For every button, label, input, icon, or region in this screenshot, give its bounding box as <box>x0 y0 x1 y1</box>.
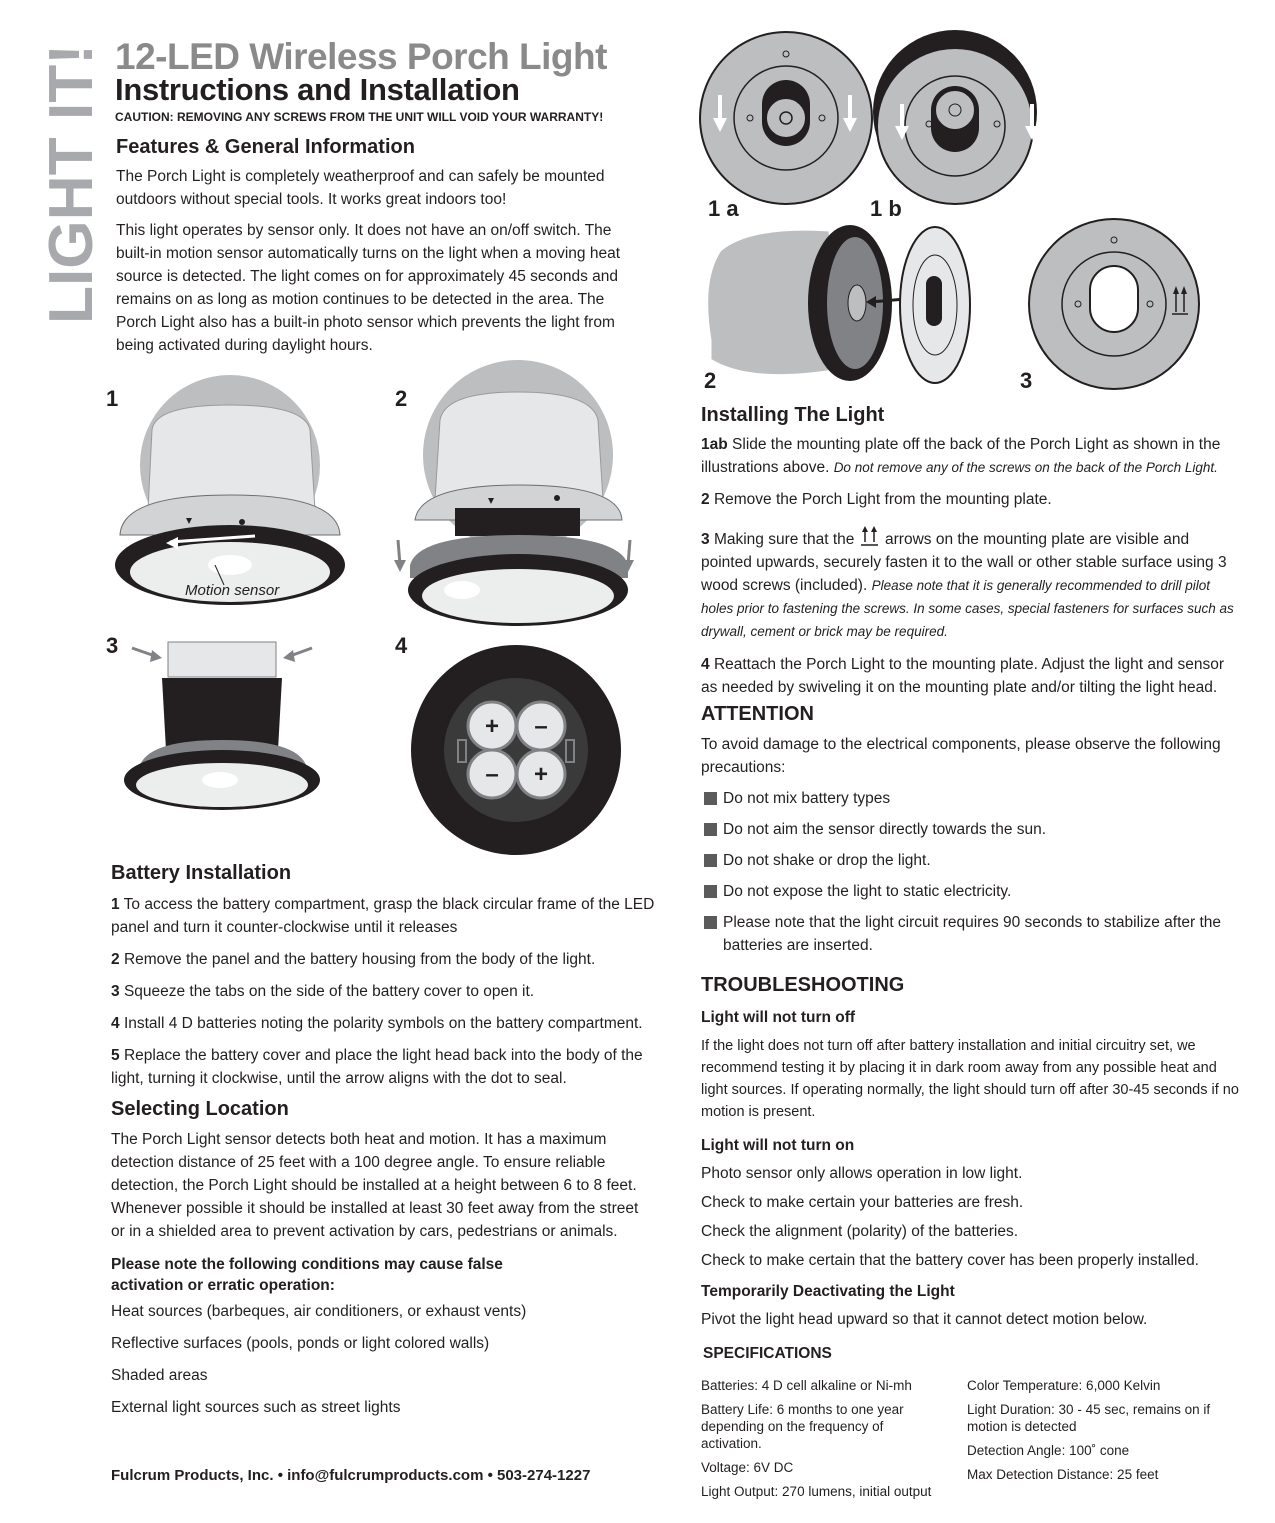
wont-turn-off-heading: Light will not turn off <box>701 1009 856 1026</box>
figure-3-label: 3 <box>1020 368 1033 393</box>
figure-1-number: 1 <box>106 386 119 411</box>
mounting-figures <box>690 40 1220 400</box>
figure-1a-mounting-plate <box>700 32 872 204</box>
install-step-1ab: 1ab Slide the mounting plate off the back of the Porch Light as shown in the illustrations above. Do not remove any of the screws on the back of the Porch Light. <box>701 436 1221 476</box>
polarity-minus-1: – <box>534 713 548 740</box>
specifications-heading: SPECIFICATIONS <box>703 1345 832 1362</box>
battery-step-3: 3 Squeeze the tabs on the side of the battery cover to open it. <box>111 983 535 1000</box>
precautions-list <box>701 787 1231 965</box>
battery-step-1: 1 To access the battery compartment, grasp the black circular frame of the LED panel and turn it counter-clockwise until it releases <box>111 896 655 936</box>
page-subtitle: Instructions and Installation <box>115 72 520 107</box>
figure-1b-mounting-plate <box>873 30 1039 204</box>
attention-heading: ATTENTION <box>701 703 814 725</box>
figure-3-light <box>124 642 320 810</box>
figure-2-label: 2 <box>704 368 717 393</box>
deactivating-text: Pivot the light head upward so that it cannot detect motion below. <box>701 1311 1148 1328</box>
polarity-minus-2: – <box>485 761 499 788</box>
battery-step-2: 2 Remove the panel and the battery housing from the body of the light. <box>111 951 596 968</box>
up-arrows-icon <box>859 526 881 544</box>
install-step-4: 4 Reattach the Porch Light to the mounting plate. Adjust the light and sensor as needed by swiveling it on the mounting plate and/or tilting the light head. <box>701 656 1225 696</box>
condition-item: External light sources such as street lights <box>111 1399 401 1416</box>
location-heading: Selecting Location <box>111 1098 289 1120</box>
specs-right-column <box>967 1377 1227 1483</box>
features-paragraph-2: This light operates by sensor only. It does not have an on/off switch. The built-in motion sensor automatically turns on the light when a moving heat source is detected. The light comes on for approximately 45 seconds and remains on as long as motion continues to be detected in the area. The Porch Light also has a built-in photo sensor which prevents the light from being activated during daylight hours. <box>116 222 621 354</box>
features-paragraph-1: The Porch Light is completely weatherproof and can safely be mounted outdoors without special tools. It works great indoors too! <box>116 168 605 208</box>
precaution-item: Do not expose the light to static electricity. <box>701 880 1231 903</box>
condition-item: Shaded areas <box>111 1367 208 1384</box>
wont-turn-on-heading: Light will not turn on <box>701 1137 855 1154</box>
battery-step-4: 4 Install 4 D batteries noting the polarity symbols on the battery compartment. <box>111 1015 643 1032</box>
battery-heading: Battery Installation <box>111 862 292 884</box>
brand-text: LIGHT IT! <box>37 45 106 324</box>
figure-4-battery-compartment <box>411 645 621 855</box>
spec-item: Light Output: 270 lumens, initial output <box>701 1484 932 1499</box>
precaution-item: Do not shake or drop the light. <box>701 849 1231 872</box>
condition-item: Reflective surfaces (pools, ponds or light colored walls) <box>111 1335 490 1352</box>
installing-heading: Installing The Light <box>701 404 885 426</box>
turn-on-item: Check the alignment (polarity) of the batteries. <box>701 1223 1019 1240</box>
location-text: The Porch Light sensor detects both heat and motion. It has a maximum detection distance of 25 feet with a 100 degree angle. To ensure reliable detection, the Porch Light should be installed at a height between 6 to 8 feet. Whenever possible it should be installed at least 30 feet away from the street or in a shielded area to prevent activation by cars, pedestrians or animals. <box>111 1131 639 1240</box>
spec-item: Detection Angle: 100˚ cone <box>967 1443 1130 1458</box>
battery-step-5: 5 Replace the battery cover and place the light head back into the body of the light, turning it clockwise, until the arrow aligns with the dot to seal. <box>111 1047 643 1087</box>
polarity-plus-2: + <box>533 761 549 788</box>
specs-left-column <box>701 1377 946 1500</box>
false-activation-note: Please note the following conditions may cause false activation or erratic operation: <box>111 1256 503 1294</box>
spec-item: Color Temperature: 6,000 Kelvin <box>967 1378 1161 1393</box>
figure-2-light <box>394 360 634 626</box>
caution-text: CAUTION: REMOVING ANY SCREWS FROM THE UNIT WILL VOID YOUR WARRANTY! <box>115 110 604 124</box>
brand-logo <box>37 40 106 330</box>
footer-contact: Fulcrum Products, Inc. • info@fulcrumproducts.com • 503-274-1227 <box>111 1467 591 1484</box>
figure-1b-label: 1 b <box>870 196 902 221</box>
figure-2-number: 2 <box>395 386 408 411</box>
figure-1-light <box>115 375 345 605</box>
polarity-plus-1: + <box>484 713 500 740</box>
troubleshooting-heading: TROUBLESHOOTING <box>701 974 905 996</box>
spec-item: Max Detection Distance: 25 feet <box>967 1467 1159 1482</box>
figure-3-mounting-plate <box>1029 219 1199 389</box>
turn-on-item: Check to make certain your batteries are fresh. <box>701 1194 1024 1211</box>
condition-item: Heat sources (barbeques, air conditioners, or exhaust vents) <box>111 1303 527 1320</box>
figure-3-number: 3 <box>106 633 119 658</box>
wont-turn-off-text: If the light does not turn off after battery installation and initial circuitry set, we recommend testing it by placing it in dark room away from any possible heat and light sources. If operating normally, the light should turn off after 30-45 seconds if no motion is present. <box>701 1038 1239 1120</box>
turn-on-item: Check to make certain that the battery cover has been properly installed. <box>701 1252 1199 1269</box>
battery-steps <box>111 893 656 1090</box>
conditions-list <box>111 1300 656 1419</box>
motion-sensor-label: Motion sensor <box>185 582 280 599</box>
installing-steps <box>701 433 1241 699</box>
deactivating-heading: Temporarily Deactivating the Light <box>701 1283 955 1300</box>
attention-intro: To avoid damage to the electrical components, please observe the following precautions: <box>701 736 1221 776</box>
precaution-item: Do not mix battery types <box>701 787 1231 810</box>
spec-item: Battery Life: 6 months to one year depending on the frequency of activation. <box>701 1402 904 1451</box>
spec-item: Voltage: 6V DC <box>701 1460 794 1475</box>
figure-4-number: 4 <box>395 633 408 658</box>
precaution-item: Do not aim the sensor directly towards the sun. <box>701 818 1231 841</box>
spec-item: Light Duration: 30 - 45 sec, remains on if motion is detected <box>967 1402 1211 1434</box>
figure-1a-label: 1 a <box>708 196 739 221</box>
turn-on-item: Photo sensor only allows operation in low light. <box>701 1165 1023 1182</box>
page-title: 12-LED Wireless Porch Light <box>115 36 607 77</box>
figure-2-detached-light <box>707 225 970 383</box>
battery-figures <box>100 360 660 860</box>
install-step-2: 2 Remove the Porch Light from the mounting plate. <box>701 491 1052 508</box>
spec-item: Batteries: 4 D cell alkaline or Ni-mh <box>701 1378 912 1393</box>
features-heading: Features & General Information <box>116 136 415 158</box>
install-step-3: 3 Making sure that the arrows on the mounting plate are visible and pointed upwards, securely fasten it to the wall or other stable surface using 3 wood screws (included). Please note that it is generally recommended to drill pilot holes prior to fastening the screws. In some cases, special fasteners for surfaces such as drywall, cement or brick may be required. <box>701 526 1241 643</box>
wont-turn-on-list <box>701 1162 1241 1272</box>
precaution-item: Please note that the light circuit requires 90 seconds to stabilize after the batteries are inserted. <box>701 911 1231 957</box>
